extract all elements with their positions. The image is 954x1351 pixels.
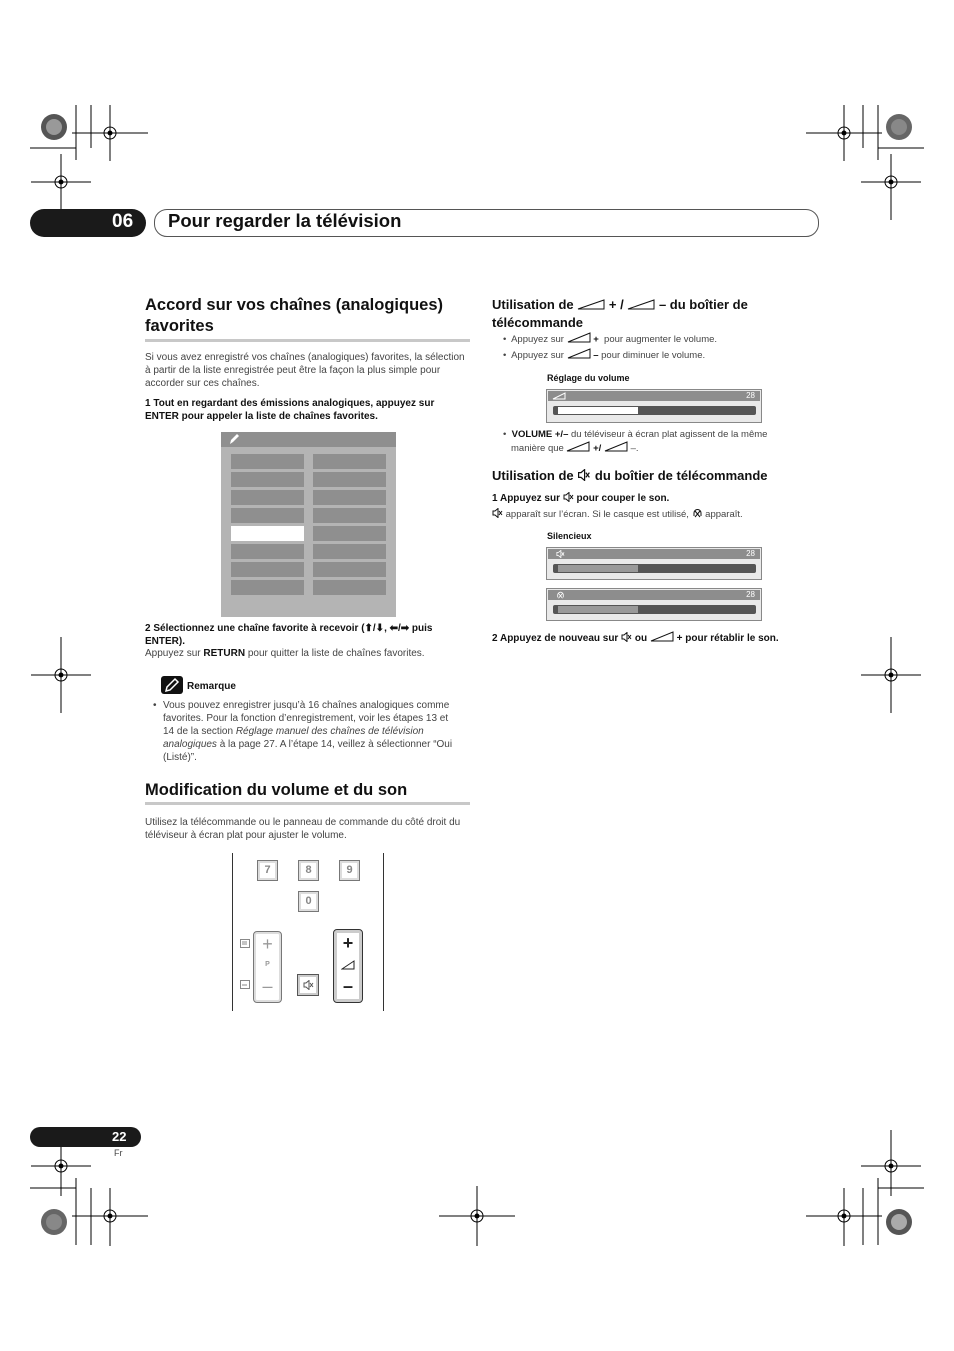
note-link-text: Réglage manuel des chaînes de télévision analogiques <box>163 726 424 750</box>
section-title-favorites: Accord sur vos chaînes (analogiques) favorites <box>145 296 443 335</box>
step-2-detail <box>145 647 470 660</box>
step-2-detail-text: Appuyez sur <box>145 648 204 659</box>
chapter-number: 06 <box>112 211 134 232</box>
mute-track <box>553 564 756 573</box>
key-7[interactable]: 7 <box>257 860 278 881</box>
headphone-level <box>558 606 638 613</box>
mute-bar-label: Silencieux <box>547 531 592 541</box>
volume-icon <box>552 392 566 400</box>
volume-icon <box>341 960 355 970</box>
mute-icon <box>303 980 314 990</box>
volume-value: 28 <box>746 391 755 400</box>
volume-heading-text-1: Utilisation de <box>492 297 574 312</box>
volume-heading <box>492 296 792 313</box>
chapter-title: Pour regarder la télévision <box>168 210 402 231</box>
channel-slot[interactable] <box>313 508 386 523</box>
section-2-intro: Utilisez la télécommande ou le panneau de commande du côté droit du téléviseur à écran plat pour ajuster le volume. <box>145 817 461 841</box>
volume-icon <box>604 441 628 452</box>
note-text-2: à la page 27. A l’étape 14, veillez à sélectionner “Oui (Listé)”. <box>163 739 453 763</box>
language-code: Fr <box>114 1148 123 1158</box>
mute-heading-text: Utilisation de <box>492 468 574 483</box>
key-9[interactable]: 9 <box>339 860 360 881</box>
mute-description-text: apparaît sur l’écran. Si le casque est utilisé, <box>505 509 689 520</box>
channel-up-label: + <box>262 934 273 954</box>
mute-bar <box>546 547 762 580</box>
channel-slot[interactable] <box>313 472 386 487</box>
favorite-channel-list <box>221 432 396 617</box>
mute-icon <box>492 508 503 518</box>
page-number: 22 <box>112 1129 127 1144</box>
mute-step-2 <box>492 631 822 645</box>
volume-up-label: + <box>342 933 354 953</box>
return-key-label: RETURN <box>203 648 246 659</box>
mute-step-1 <box>492 492 812 505</box>
bullet-volume-down: • Appuyez sur – pour diminuer le volume. <box>503 350 706 361</box>
mute-step-1-text-2: pour couper le son. <box>576 493 670 504</box>
step-1: 1 Tout en regardant des émissions analogiques, appuyez sur ENTER pour appeler la liste de chaînes favorites. <box>145 398 435 422</box>
headphone-bar-header <box>548 590 760 600</box>
mute-step-1-text: 1 Appuyez sur <box>492 493 560 504</box>
mute-level <box>558 565 638 572</box>
channel-slot[interactable] <box>313 454 386 469</box>
note-text <box>163 699 461 764</box>
channel-slot[interactable] <box>313 544 386 559</box>
channel-slot[interactable] <box>313 490 386 505</box>
volume-bar <box>546 389 762 423</box>
bullet-volume-panel-text-2: manière que <box>511 443 564 454</box>
teletext-icon <box>240 939 252 949</box>
volume-track <box>553 406 756 415</box>
volume-bar-label: Réglage du volume <box>547 373 630 383</box>
remote-edge-left <box>232 853 233 1011</box>
step-2: 2 Sélectionnez une chaîne favorite à recevoir (⬆/⬇, ⬅/➡ puis ENTER). <box>145 623 433 647</box>
mute-icon <box>577 469 591 481</box>
mute-step-2-text: 2 Appuyez de nouveau sur <box>492 633 619 644</box>
channel-slot[interactable] <box>313 580 386 595</box>
mute-value: 28 <box>746 549 755 558</box>
section-rule-2 <box>145 802 470 805</box>
volume-icon <box>577 299 605 310</box>
channel-slot[interactable] <box>231 580 304 595</box>
note-bullet: • <box>153 700 157 711</box>
mute-button[interactable] <box>297 974 319 996</box>
list-header-bar <box>221 432 396 447</box>
channel-down-label: – <box>262 976 273 996</box>
volume-icon <box>566 441 590 452</box>
volume-rocker[interactable] <box>333 929 363 1003</box>
mute-description <box>492 508 812 521</box>
mute-bar-header <box>548 549 760 559</box>
mute-description-text-2: apparaît. <box>705 509 743 520</box>
plus-slash: +/ <box>593 443 602 454</box>
bullet-volume-down-text-2: pour diminuer le volume. <box>601 350 706 361</box>
mute-icon <box>556 550 565 558</box>
volume-heading-line-2: télécommande <box>492 315 584 330</box>
volume-bar-header <box>548 391 760 401</box>
volume-icon <box>567 348 591 359</box>
volume-icon <box>567 332 591 343</box>
note-text-1: Vous pouvez enregistrer jusqu’à 16 chaînes analogiques comme favorites. Pour la fonction d’enregistrement, voir les étapes 13 et 14 de la section <box>163 700 450 737</box>
headphone-icon <box>556 591 565 599</box>
bullet-volume-panel-line-2 <box>511 441 639 455</box>
channel-slot[interactable] <box>231 544 304 559</box>
channel-rocker[interactable] <box>253 931 282 1003</box>
volume-heading-text-2: + / <box>608 297 624 312</box>
bullet-volume-panel-text: du téléviseur à écran plat agissent de la même <box>568 429 768 440</box>
channel-slot[interactable] <box>231 490 304 505</box>
volume-level <box>558 407 638 414</box>
channel-slot[interactable] <box>313 526 386 541</box>
channel-slot[interactable] <box>231 472 304 487</box>
note-icon <box>161 676 183 694</box>
channel-slot[interactable] <box>231 562 304 577</box>
mute-step-2-text-2: + pour rétablir le son. <box>676 633 779 644</box>
headphone-mute-value: 28 <box>746 590 755 599</box>
channel-slot[interactable] <box>231 508 304 523</box>
minus-sign: – <box>593 350 599 361</box>
headphone-mute-bar <box>546 588 762 621</box>
pencil-icon <box>228 433 240 445</box>
remote-edge-right <box>383 853 384 1011</box>
section-rule <box>145 339 470 342</box>
key-0[interactable]: 0 <box>298 891 319 912</box>
step-2-detail-text-2: pour quitter la liste de chaînes favorites. <box>245 648 425 659</box>
mute-icon <box>563 492 574 502</box>
bullet-volume-panel: • VOLUME +/– du téléviseur à écran plat agissent de la même <box>503 429 768 440</box>
bullet-volume-up-text: Appuyez sur <box>511 334 564 345</box>
section-intro: Si vous avez enregistré vos chaînes (analogiques) favorites, la sélection à partir de la liste enregistrée peut être la façon la plus simple pour accorder sur ces chaînes. <box>145 352 465 389</box>
headphone-track <box>553 605 756 614</box>
headphone-icon <box>692 508 703 518</box>
volume-heading-text-3: – du boîtier de <box>658 297 748 312</box>
channel-slot[interactable] <box>313 562 386 577</box>
input-icon <box>240 980 252 990</box>
volume-down-label: – <box>342 976 353 996</box>
channel-p-label: P <box>265 961 270 968</box>
key-8[interactable]: 8 <box>298 860 319 881</box>
mute-heading <box>492 467 812 484</box>
volume-icon <box>627 299 655 310</box>
bullet-volume-up: • Appuyez sur + pour augmenter le volume. <box>503 334 718 345</box>
section-title-volume: Modification du volume et du son <box>145 781 408 799</box>
plus-sign: + <box>593 334 599 345</box>
mute-heading-text-2: du boîtier de télécommande <box>594 468 768 483</box>
mute-step-2-or: ou <box>634 633 648 644</box>
bullet-volume-up-text-2: pour augmenter le volume. <box>604 334 718 345</box>
note-title: Remarque <box>187 681 236 692</box>
bullet-volume-down-text: Appuyez sur <box>511 350 564 361</box>
mute-icon <box>621 632 632 642</box>
volume-key-label: VOLUME +/– <box>511 429 569 440</box>
minus-end: –. <box>630 443 639 454</box>
volume-icon <box>650 631 674 642</box>
channel-slot[interactable] <box>231 454 304 469</box>
channel-slot[interactable] <box>231 526 304 541</box>
